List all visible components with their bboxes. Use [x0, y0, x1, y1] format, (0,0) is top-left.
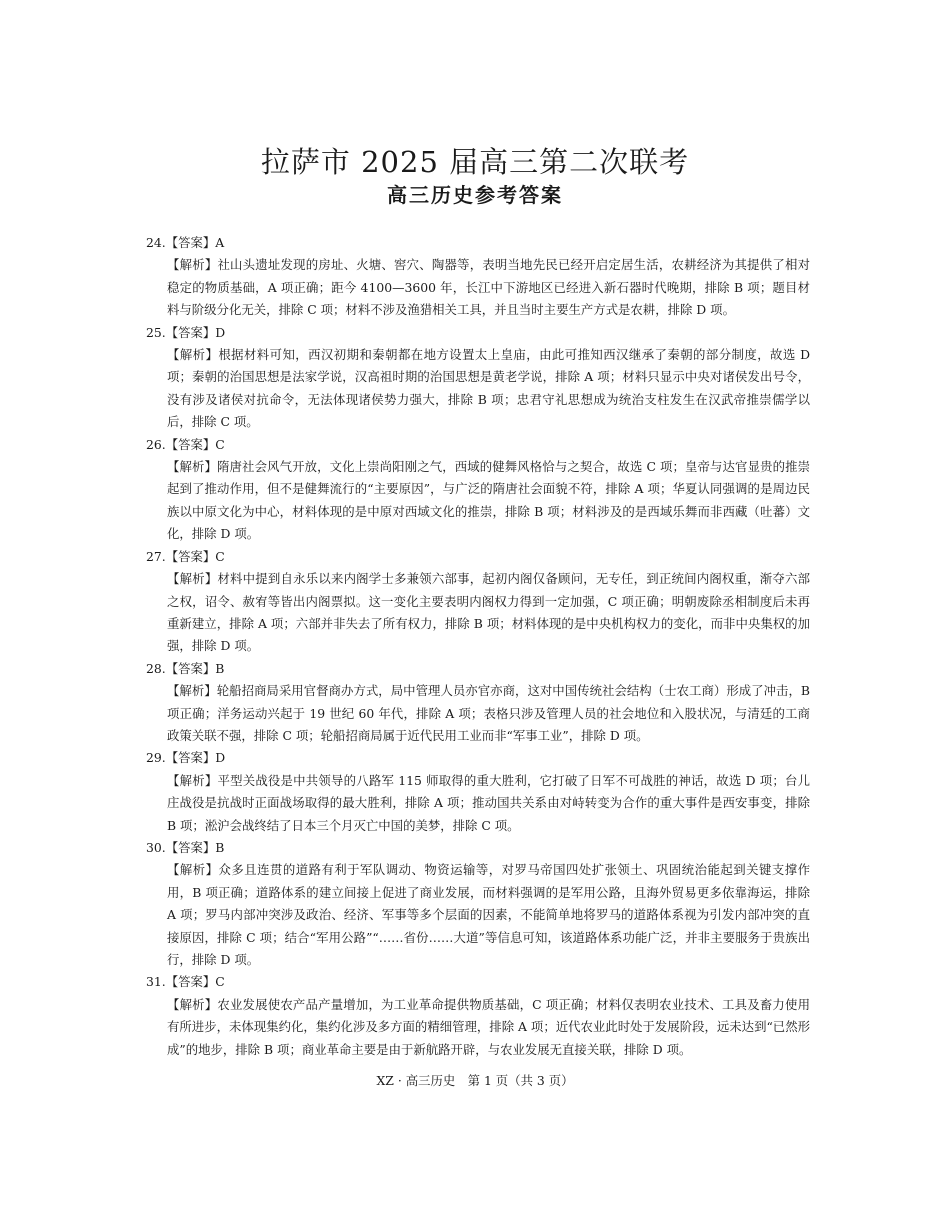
- answer-line: 29.【答案】D: [146, 750, 226, 766]
- explanation-text: 【解析】农业发展使农产品产量增加，为工业革命提供物质基础，C 项正确；材料仅表明农业技术、工具及畜力使用有所进步，未体现集约化，集约化涉及多方面的精细管理，排除 A 项；近代农业此时处于发展阶段，远未达到“已然形成”的地步，排除 B 项；商业革命主要是由于新航路开辟，与农业发展无直接关联，排除 D 项。: [167, 996, 810, 1057]
- answer-key-subtitle: 高三历史参考答案: [387, 183, 563, 207]
- question-24: [146, 232, 810, 322]
- answer-line: 28.【答案】B: [146, 660, 225, 676]
- explanation-text: 【解析】众多且连贯的道路有利于军队调动、物资运输等，对罗马帝国四处扩张领土、巩固统治能起到关键支撑作用，B 项正确；道路体系的建立间接上促进了商业发展，而材料强调的是军用公路，且海外贸易更多依靠海运，排除 A 项；罗马内部冲突涉及政治、经济、军事等多个层面的因素，不能简单地将罗马的道路体系视为引发内部冲突的直接原因，排除 C 项；结合“军用公路”“……省份……大道”等信息可知，该道路体系功能广泛，并非主要服务于贵族出行，排除 D 项。: [167, 862, 810, 967]
- page-footer: XZ · 高三历史 第 1 页（共 3 页）: [376, 1073, 574, 1088]
- question-31: [146, 971, 810, 1061]
- question-27: [146, 546, 810, 658]
- explanation-text: 【解析】社山头遗址发现的房址、火塘、窖穴、陶器等，表明当地先民已经开启定居生活，农耕经济为其提供了相对稳定的物质基础，A 项正确；距今 4100—3600 年，长江中下游地区已经进入新石器时代晚期，排除 B 项；题目材料与阶级分化无关，排除 C 项；材料不涉及渔猎相关工具，并且当时主要生产方式是农耕，排除 D 项。: [167, 257, 810, 318]
- explanation-text: 【解析】根据材料可知，西汉初期和秦朝都在地方设置太上皇庙，由此可推知西汉继承了秦朝的部分制度，故选 D 项；秦朝的治国思想是法家学说，汉高祖时期的治国思想是黄老学说，排除 A 项；材料只显示中央对诸侯发出号令，没有涉及诸侯对抗命令，无法体现诸侯势力强大，排除 B 项；忠君守礼思想成为统治支柱发生在汉武帝推崇儒学以后，排除 C 项。: [167, 347, 810, 430]
- explanation-text: 【解析】平型关战役是中共领导的八路军 115 师取得的重大胜利，它打破了日军不可战胜的神话，故选 D 项；台儿庄战役是抗战时正面战场取得的最大胜利，排除 A 项；推动国共关系由对峙转变为合作的重大事件是西安事变，排除 B 项；淞沪会战终结了日本三个月灭亡中国的美梦，排除 C 项。: [167, 772, 810, 833]
- answer-list: [146, 232, 810, 1061]
- answer-line: 24.【答案】A: [146, 235, 225, 250]
- question-26: [146, 434, 810, 546]
- explanation-text: 【解析】轮船招商局采用官督商办方式，局中管理人员亦官亦商，这对中国传统社会结构（士农工商）形成了冲击，B 项正确；洋务运动兴起于 19 世纪 60 年代，排除 A 项；表格只涉及管理人员的社会地位和入股状况，与清廷的工商政策关联不强，排除 C 项；轮船招商局属于近代民用工业而非“军事工业”，排除 D 项。: [167, 683, 810, 743]
- answer-line: 31.【答案】C: [146, 974, 225, 990]
- question-28: [146, 658, 810, 748]
- question-30: [146, 837, 810, 971]
- answer-line: 27.【答案】C: [146, 548, 225, 564]
- question-25: [146, 322, 810, 434]
- question-29: [146, 747, 810, 837]
- explanation-text: 【解析】材料中提到自永乐以来内阁学士多兼领六部事，起初内阁仅备顾问，无专任，到正统间内阁权重，渐夺六部之权，诏令、赦宥等皆出内阁票拟。这一变化主要表明内阁权力得到一定加强，C 项正确；明朝废除丞相制度后未再重新建立，排除 A 项；六部并非失去了所有权力，排除 B 项；材料体现的是中央机构权力的变化，而非中央集权的加强，排除 D 项。: [167, 571, 810, 654]
- answer-line: 30.【答案】B: [146, 839, 225, 855]
- exam-title: 拉萨市 2025 届高三第二次联考: [260, 145, 690, 179]
- explanation-text: 【解析】隋唐社会风气开放，文化上崇尚阳刚之气，西域的健舞风格恰与之契合，故选 C 项；皇帝与达官显贵的推崇起到了推动作用，但不是健舞流行的“主要原因”，与广泛的隋唐社会面貌不符，排除 A 项；华夏认同强调的是周边民族以中原文化为中心，材料体现的是中原对西域文化的推崇，排除 B 项；材料涉及的是西域乐舞而非西藏（吐蕃）文化，排除 D 项。: [167, 459, 810, 542]
- answer-line: 25.【答案】D: [146, 324, 226, 340]
- answer-line: 26.【答案】C: [146, 436, 225, 452]
